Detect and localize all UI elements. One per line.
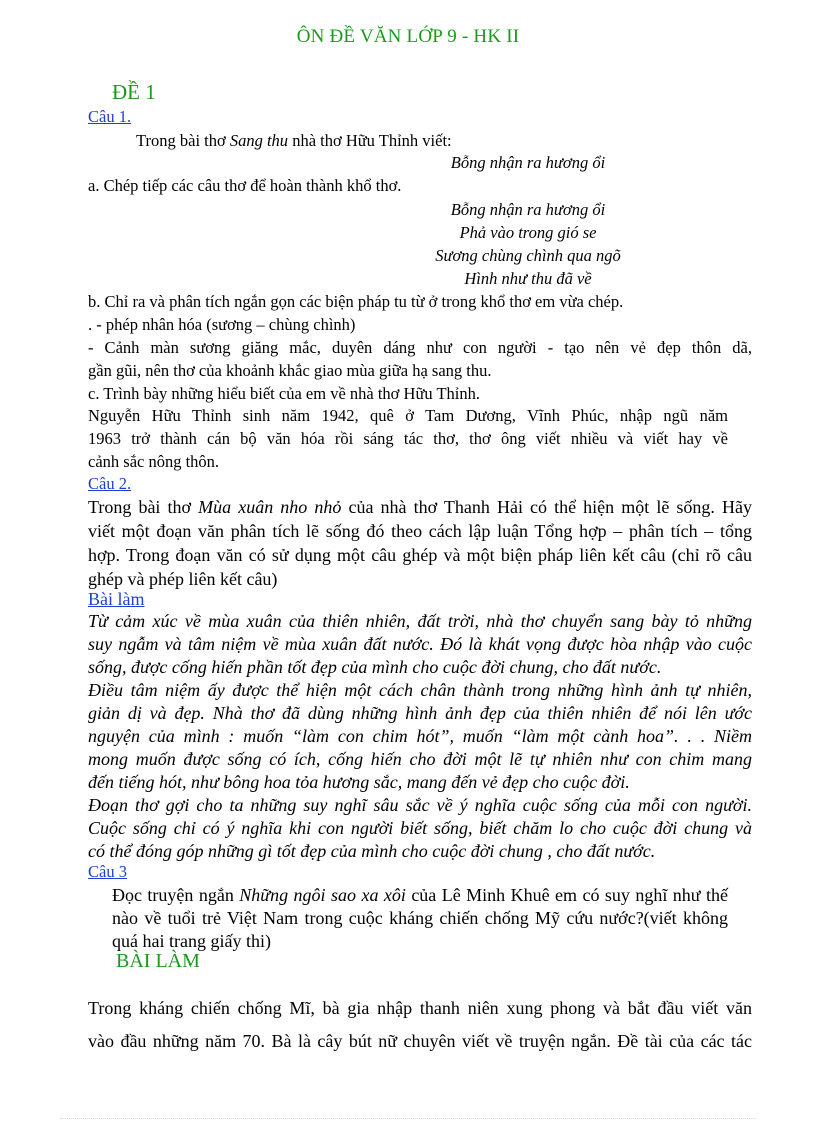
work-title: Mùa xuân nho nhỏ bbox=[198, 497, 342, 517]
exam-heading: ĐỀ 1 bbox=[112, 80, 156, 104]
question-1-label[interactable]: Câu 1. bbox=[88, 107, 132, 126]
poem-line: Bỗng nhận ra hương ổi bbox=[450, 200, 606, 219]
answer-2-line: mong muốn được sống có ích, cống hiến cho đời một lẽ tự nhiên như con chim mang bbox=[88, 749, 752, 769]
text-span: của Lê Minh Khuê em có suy nghĩ như thế bbox=[405, 885, 728, 905]
question-2-line bbox=[88, 494, 752, 520]
answer-2-line: Cuộc sống chỉ có ý nghĩa khi con người biết sống, biết chăm lo cho cuộc đời chung và bbox=[88, 818, 752, 838]
answer-2-line: giản dị và đẹp. Nhà thơ đã dùng những hình ảnh đẹp của thiên nhiên để nói lên ước bbox=[88, 703, 752, 723]
question-1a: a. Chép tiếp các câu thơ để hoàn thành khổ thơ. bbox=[88, 176, 402, 195]
answer-1b-line: - Cảnh màn sương giăng mắc, duyên dáng như con người - tạo nên vẻ đẹp thôn dã, bbox=[88, 338, 752, 357]
question-2-line: viết một đoạn văn phân tích lẽ sống đó theo cách lập luận Tổng hợp – phân tích – tổng bbox=[88, 521, 752, 541]
poem-quote: Bỗng nhận ra hương ổi bbox=[450, 153, 606, 172]
answer-2-line: có thể đóng góp những gì tốt đẹp của mình cho cuộc đời chung , cho đất nước. bbox=[88, 841, 656, 861]
text-span: Đọc truyện ngắn bbox=[112, 885, 240, 905]
question-3-line: quá hai trang giấy thi) bbox=[112, 931, 271, 951]
intro-tail: nhà thơ Hữu Thỉnh viết: bbox=[288, 131, 452, 150]
work-title: Những ngôi sao xa xôi bbox=[239, 885, 406, 905]
text-span: Trong bài thơ bbox=[88, 497, 199, 517]
poem-line: Hình như thu đã về bbox=[464, 269, 592, 288]
poem-line: Phả vào trong gió se bbox=[459, 223, 597, 242]
answer-1c-line: cảnh sắc nông thôn. bbox=[88, 452, 220, 471]
answer-2-line: Điều tâm niệm ấy được thể hiện một cách chân thành trong những hình ảnh tự nhiên, bbox=[88, 680, 752, 700]
poem-line: Sương chùng chình qua ngõ bbox=[435, 246, 621, 265]
answer-3-heading: BÀI LÀM bbox=[116, 950, 200, 972]
intro-text: Trong bài thơ bbox=[136, 131, 230, 150]
question-1-intro bbox=[136, 129, 736, 152]
question-1c: c. Trình bày những hiểu biết của em về nhà thơ Hữu Thỉnh. bbox=[88, 384, 481, 403]
answer-2-line: Đoạn thơ gợi cho ta những suy nghĩ sâu sắc về ý nghĩa cuộc sống của mỗi con người. bbox=[88, 795, 752, 815]
answer-2-line: Từ cảm xúc về mùa xuân của thiên nhiên, đất trời, nhà thơ chuyển sang bày tỏ những bbox=[88, 611, 752, 631]
document-title: ÔN ĐỀ VĂN LỚP 9 - HK II bbox=[296, 26, 520, 47]
answer-2-line: nguyện của mình : muốn “làm con chim hót”, muốn “làm một cành hoa”. . . Niềm bbox=[88, 726, 752, 746]
question-2-label[interactable]: Câu 2. bbox=[88, 474, 132, 493]
answer-1c-line: Nguyễn Hữu Thỉnh sinh năm 1942, quê ở Tam Dương, Vĩnh Phúc, nhập ngũ năm bbox=[88, 406, 728, 425]
question-3-line: nào về tuổi trẻ Việt Nam trong cuộc kháng chiến chống Mỹ cứu nước?(viết không bbox=[112, 908, 728, 928]
answer-2-line: suy ngẫm và tâm niệm về mùa xuân đất nước. Đó là khát vọng được hòa nhập vào cuộc bbox=[88, 634, 752, 654]
answer-1c-line: 1963 trở thành cán bộ văn hóa rồi sáng tác thơ, thơ ông viết nhiều và viết hay về bbox=[88, 429, 728, 448]
work-title: Sang thu bbox=[229, 131, 289, 150]
answer-3-line: vào đầu những năm 70. Bà là cây bút nữ chuyên viết về truyện ngắn. Đề tài của các tác bbox=[88, 1031, 752, 1051]
question-2-line: ghép và phép liên kết câu) bbox=[88, 569, 278, 589]
question-3-label[interactable]: Câu 3 bbox=[88, 862, 127, 881]
page-footer-divider bbox=[60, 1118, 756, 1119]
question-1b: b. Chỉ ra và phân tích ngắn gọn các biện pháp tu từ ở trong khổ thơ em vừa chép. bbox=[88, 292, 624, 311]
answer-2-label[interactable]: Bài làm bbox=[88, 589, 145, 609]
answer-2-line: đến tiếng hót, như bông hoa tỏa hương sắc, mang đến vẻ đẹp cho cuộc đời. bbox=[88, 772, 630, 792]
text-span: của nhà thơ Thanh Hải có thể hiện một lẽ sống. Hãy bbox=[341, 497, 752, 517]
answer-1b-line: . - phép nhân hóa (sương – chùng chình) bbox=[88, 315, 356, 334]
answer-2-line: sống, được cống hiến phần tốt đẹp của mình cho cuộc đời chung, cho đất nước. bbox=[88, 657, 662, 677]
answer-3-line: Trong kháng chiến chống Mĩ, bà gia nhập thanh niên xung phong và bắt đầu viết văn bbox=[88, 998, 752, 1018]
question-2-line: hợp. Trong đoạn văn có sử dụng một câu ghép và một biện pháp liên kết câu (chỉ rõ câu bbox=[88, 545, 752, 565]
answer-1b-line: gần gũi, nên thơ của khoảnh khắc giao mùa giữa hạ sang thu. bbox=[88, 361, 492, 380]
